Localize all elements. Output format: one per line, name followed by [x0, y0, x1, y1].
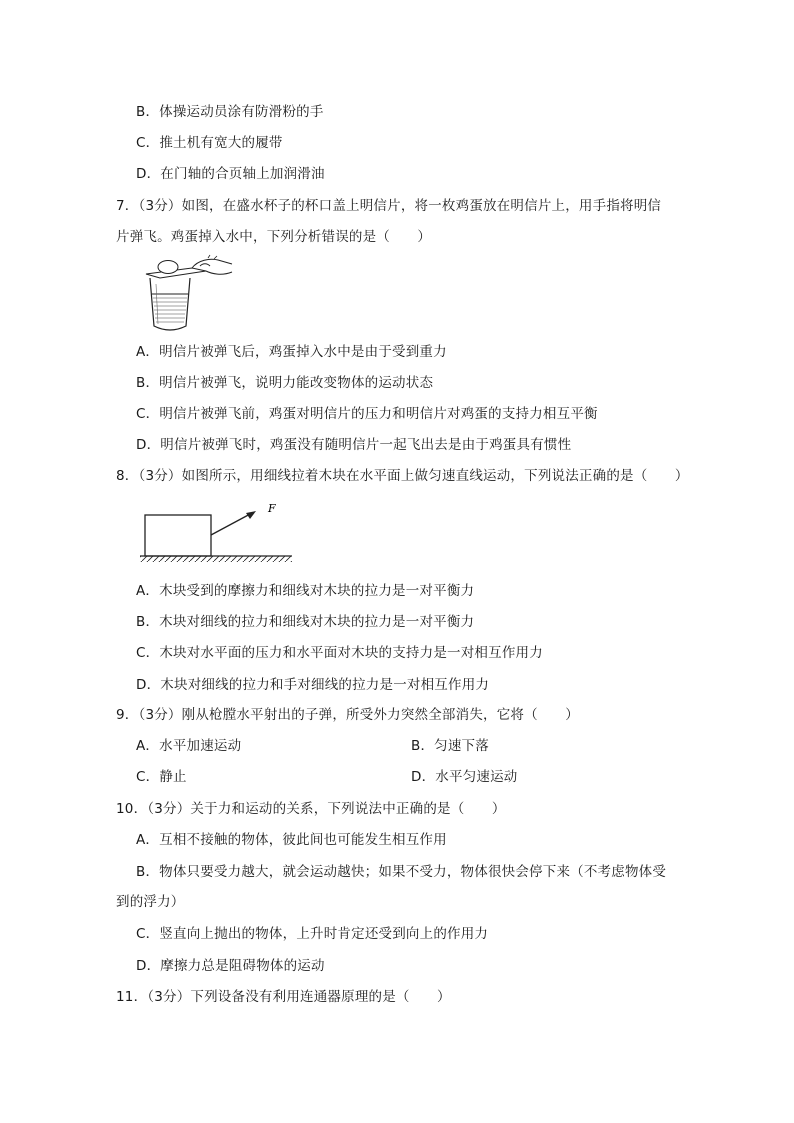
q10-option-b-line2: 到的浮力）	[116, 894, 185, 910]
q9-option-a: A．水平加速运动	[136, 738, 242, 754]
q8-block-figure	[136, 495, 296, 565]
q7-option-c: C．明信片被弹飞前，鸡蛋对明信片的压力和明信片对鸡蛋的支持力相互平衡	[136, 406, 598, 422]
q8-option-a: A．木块受到的摩擦力和细线对木块的拉力是一对平衡力	[136, 583, 475, 599]
q8-stem: 8．（3分）如图所示，用细线拉着木块在水平面上做匀速直线运动，下列说法正确的是（ ）	[116, 468, 689, 484]
q7-option-d: D．明信片被弹飞时，鸡蛋没有随明信片一起飞出去是由于鸡蛋具有惯性	[136, 437, 572, 453]
q7-stem-line2: 片弹飞。鸡蛋掉入水中，下列分析错误的是（ ）	[116, 229, 432, 245]
q10-option-b-line1: B．物体只要受力越大，就会运动越快；如果不受力，物体很快会停下来（不考虑物体受	[136, 864, 667, 880]
force-label: F	[268, 502, 276, 515]
q8-option-b: B．木块对细线的拉力和细线对木块的拉力是一对平衡力	[136, 614, 475, 630]
q8-option-c: C．木块对水平面的压力和水平面对木块的支持力是一对相互作用力	[136, 645, 543, 661]
q9-option-c: C．静止	[136, 769, 187, 785]
q6-option-b: B．体操运动员涂有防滑粉的手	[136, 104, 324, 120]
q6-option-c: C．推土机有宽大的履带	[136, 135, 283, 151]
q7-stem-line1: 7．（3分）如图，在盛水杯子的杯口盖上明信片，将一枚鸡蛋放在明信片上，用手指将明信	[116, 198, 662, 214]
q10-option-a: A．互相不接触的物体，彼此间也可能发生相互作用	[136, 832, 447, 848]
q9-option-d: D．水平匀速运动	[411, 769, 518, 785]
q10-option-c: C．竖直向上抛出的物体，上升时肯定还受到向上的作用力	[136, 926, 489, 942]
q10-option-d: D．摩擦力总是阻碍物体的运动	[136, 958, 325, 974]
q6-option-d: D．在门轴的合页轴上加润滑油	[136, 166, 325, 182]
q7-option-b: B．明信片被弹飞，说明力能改变物体的运动状态	[136, 375, 434, 391]
q8-option-d: D．木块对细线的拉力和手对细线的拉力是一对相互作用力	[136, 677, 490, 693]
q7-cup-egg-figure	[140, 254, 235, 334]
q10-stem: 10．（3分）关于力和运动的关系，下列说法中正确的是（ ）	[116, 801, 506, 817]
q9-stem: 9．（3分）刚从枪膛水平射出的子弹，所受外力突然全部消失，它将（ ）	[116, 707, 579, 723]
q7-option-a: A．明信片被弹飞后，鸡蛋掉入水中是由于受到重力	[136, 344, 447, 360]
q9-option-b: B．匀速下落	[411, 738, 489, 754]
q11-stem: 11．（3分）下列设备没有利用连通器原理的是（ ）	[116, 989, 451, 1005]
